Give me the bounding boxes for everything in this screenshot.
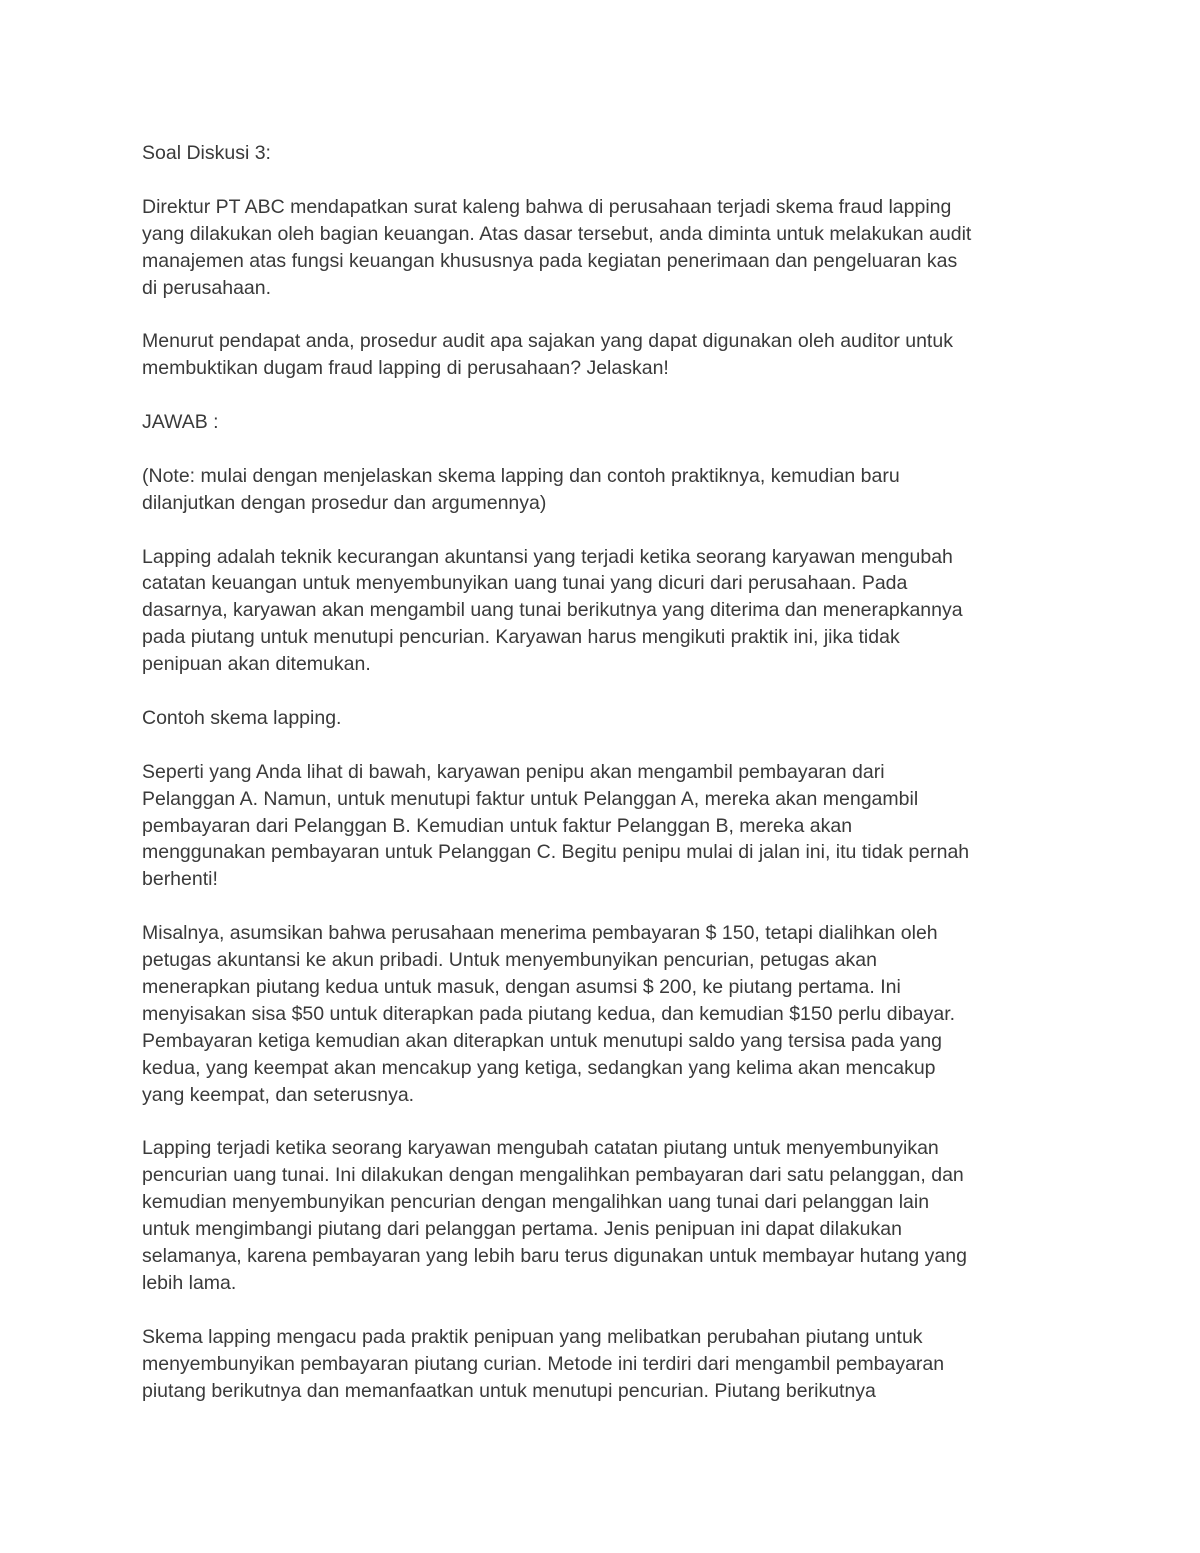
answer-paragraph: Seperti yang Anda lihat di bawah, karyawan penipu akan mengambil pembayaran dari Pelanggan A. Namun, untuk menutupi faktur untuk Pelanggan A, mereka akan mengambil pembayaran dari Pelanggan B. Kemudian untuk faktur Pelanggan B, mereka akan menggunakan pembayaran untuk Pelanggan C. Begitu penipu mulai di jalan ini, itu tidak pernah berhenti! [142,760,970,891]
document-body [142,140,1072,1431]
answer-paragraph: Misalnya, asumsikan bahwa perusahaan menerima pembayaran $ 150, tetapi dialihkan oleh petugas akuntansi ke akun pribadi. Untuk menyembunyikan pencurian, petugas akan menerapkan piutang kedua untuk masuk, dengan asumsi $ 200, ke piutang pertama. Ini menyisakan sisa $50 untuk diterapkan pada piutang kedua, dan kemudian $150 perlu dibayar. Pembayaran ketiga kemudian akan diterapkan untuk menutupi saldo yang tersisa pada yang kedua, yang keempat akan mencakup yang ketiga, sedangkan yang kelima akan mencakup yang keempat, dan seterusnya. [142,922,956,1106]
question-prompt: Menurut pendapat anda, prosedur audit apa sajakan yang dapat digunakan oleh auditor untuk membuktikan dugam fraud lapping di perusahaan? Jelaskan! [142,330,953,380]
question-paragraph: Direktur PT ABC mendapatkan surat kaleng bahwa di perusahaan terjadi skema fraud lapping yang dilakukan oleh bagian keuangan. Atas dasar tersebut, anda diminta untuk melakukan audit manajemen atas fungsi keuangan khususnya pada kegiatan penerimaan dan pengeluaran kas di perusahaan. [142,195,972,299]
answer-paragraph: Lapping adalah teknik kecurangan akuntansi yang terjadi ketika seorang karyawan mengubah catatan keuangan untuk menyembunyikan uang tunai yang dicuri dari perusahaan. Pada dasarnya, karyawan akan mengambil uang tunai berikutnya yang diterima dan menerapkannya pada piutang untuk menutupi pencurian. Karyawan harus mengikuti praktik ini, jika tidak penipuan akan ditemukan. [142,545,963,676]
answer-label: JAWAB : [142,411,219,434]
document-title: Soal Diskusi 3: [142,142,271,164]
note-paragraph: (Note: mulai dengan menjelaskan skema lapping dan contoh praktiknya, kemudian baru dilanjutkan dengan prosedur dan argumennya) [142,464,900,514]
answer-paragraph: Lapping terjadi ketika seorang karyawan mengubah catatan piutang untuk menyembunyikan pencurian uang tunai. Ini dilakukan dengan mengalihkan pembayaran dari satu pelanggan, dan kemudian menyembunyikan pencurian dengan mengalihkan uang tunai dari pelanggan lain untuk mengimbangi piutang dari pelanggan pertama. Jenis penipuan ini dapat dilakukan selamanya, karena pembayaran yang lebih baru terus digunakan untuk membayar hutang yang lebih lama. [142,1137,967,1294]
answer-paragraph: Skema lapping mengacu pada praktik penipuan yang melibatkan perubahan piutang untuk menyembunyikan pembayaran piutang curian. Metode ini terdiri dari mengambil pembayaran piutang berikutnya dan memanfaatkan untuk menutupi pencurian. Piutang berikutnya [142,1325,945,1402]
answer-paragraph: Contoh skema lapping. [142,706,342,729]
